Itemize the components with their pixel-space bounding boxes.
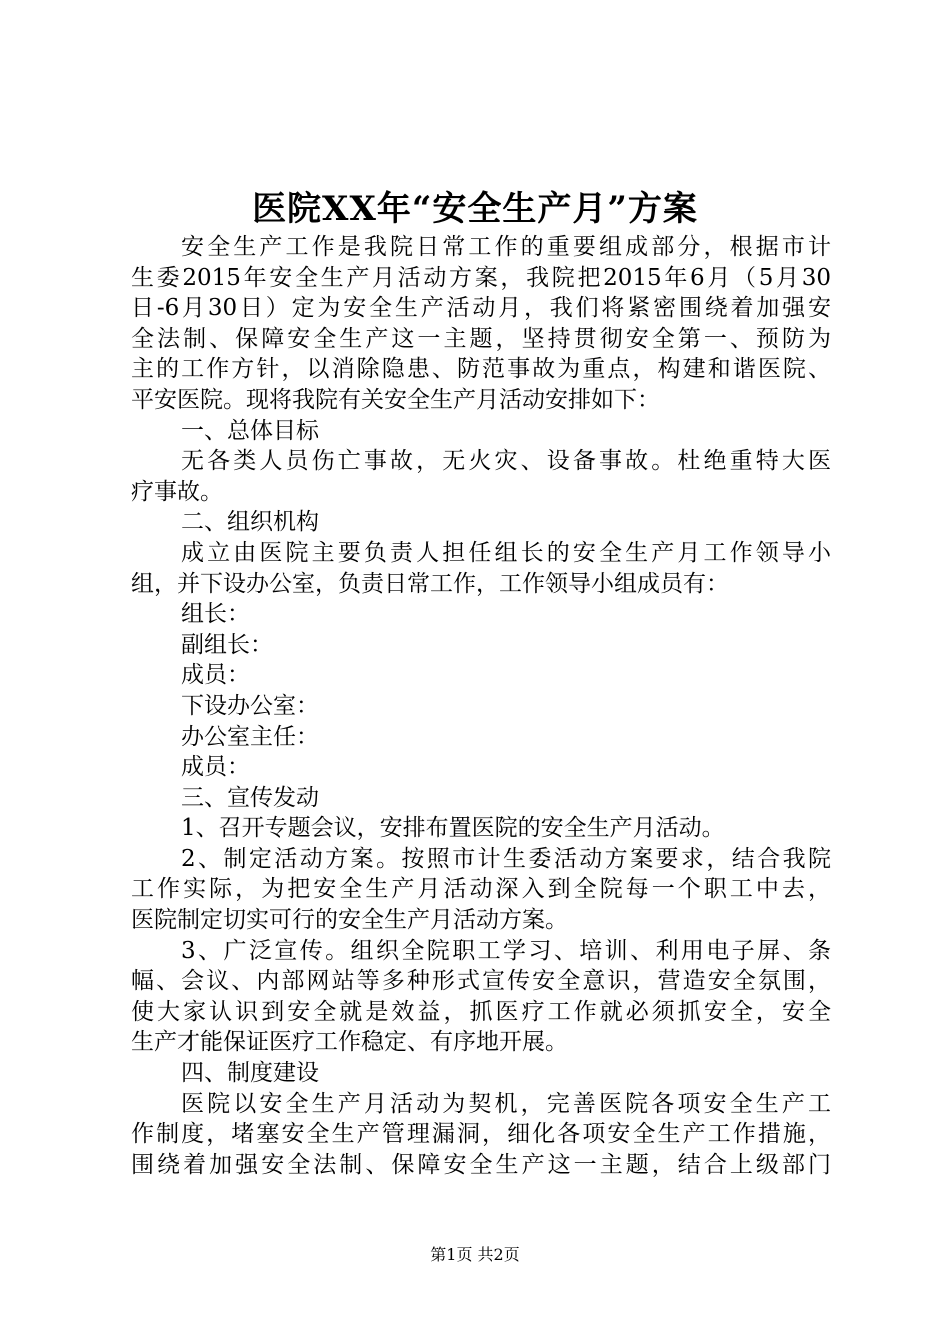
list-item: 成员：: [181, 754, 250, 781]
list-item: 下设办公室：: [181, 692, 319, 719]
paragraph-line: 使大家认识到安全就是效益，抓医疗工作就必须抓安全，安全: [131, 998, 831, 1025]
document-title: 医院XX年“安全生产月”方案: [252, 189, 698, 229]
section-heading: 四、制度建设: [181, 1060, 319, 1087]
section-heading: 一、总体目标: [181, 417, 319, 444]
page-number-footer: 第1页 共2页: [430, 1245, 520, 1264]
paragraph-line: 日-6月30日）定为安全生产活动月，我们将紧密围绕着加强安: [131, 295, 831, 322]
paragraph-line: 医院制定切实可行的安全生产月活动方案。: [131, 907, 568, 934]
paragraph-line: 2、制定活动方案。按照市计生委活动方案要求，结合我院: [181, 845, 831, 872]
paragraph-line: 全法制、保障安全生产这一主题，坚持贯彻安全第一、预防为: [131, 325, 831, 352]
paragraph-line: 3、广泛宣传。组织全院职工学习、培训、利用电子屏、条: [181, 937, 831, 964]
list-item: 组长：: [181, 601, 250, 628]
paragraph-line: 1、召开专题会议，安排布置医院的安全生产月活动。: [181, 815, 725, 842]
paragraph-line: 生产才能保证医疗工作稳定、有序地开展。: [131, 1029, 568, 1056]
paragraph-line: 安全生产工作是我院日常工作的重要组成部分，根据市计: [181, 234, 831, 260]
paragraph-line: 疗事故。: [131, 478, 223, 505]
list-item: 副组长：: [181, 631, 273, 658]
paragraph-line: 幅、会议、内部网站等多种形式宣传安全意识，营造安全氛围，: [131, 968, 831, 995]
paragraph-line: 成立由医院主要负责人担任组长的安全生产月工作领导小: [181, 539, 831, 566]
paragraph-line: 生委2015年安全生产月活动方案，我院把2015年6月（5月30: [131, 264, 831, 291]
section-heading: 二、组织机构: [181, 509, 319, 536]
paragraph-line: 围绕着加强安全法制、保障安全生产这一主题，结合上级部门: [131, 1151, 831, 1178]
paragraph-line: 主的工作方针，以消除隐患、防范事故为重点，构建和谐医院、: [131, 356, 831, 383]
paragraph-line: 医院以安全生产月活动为契机，完善医院各项安全生产工: [181, 1090, 831, 1117]
document-body: [131, 232, 831, 1180]
section-heading: 三、宣传发动: [181, 784, 319, 811]
paragraph-line: 作制度，堵塞安全生产管理漏洞，细化各项安全生产工作措施，: [131, 1121, 831, 1148]
paragraph-line: 平安医院。现将我院有关安全生产月活动安排如下：: [131, 386, 660, 413]
paragraph-line: 组，并下设办公室，负责日常工作，工作领导小组成员有：: [131, 570, 729, 597]
list-item: 办公室主任：: [181, 723, 319, 750]
list-item: 成员：: [181, 662, 250, 689]
paragraph-line: 工作实际，为把安全生产月活动深入到全院每一个职工中去，: [131, 876, 831, 903]
paragraph-line: 无各类人员伤亡事故，无火灾、设备事故。杜绝重特大医: [181, 448, 831, 475]
